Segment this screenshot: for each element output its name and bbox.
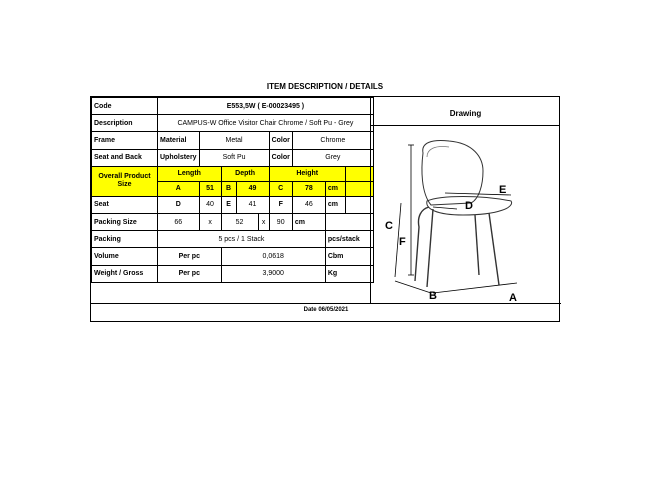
packing-times-1: x <box>199 213 221 230</box>
length-header: Length <box>158 166 222 181</box>
dim-a-label: A <box>158 181 200 196</box>
spec-table <box>91 97 374 283</box>
dim-c-label: C <box>269 181 292 196</box>
date-divider <box>91 303 561 304</box>
dim-f-value: 46 <box>292 196 325 213</box>
overall-unit: cm <box>325 181 345 196</box>
dim-b-line <box>395 281 431 293</box>
weight-per: Per pc <box>158 265 222 282</box>
packing-size-unit: cm <box>292 213 325 230</box>
frame-row <box>92 132 374 149</box>
description-label: Description <box>92 115 158 132</box>
packing-length: 66 <box>158 213 200 230</box>
packing-label: Packing <box>92 231 158 248</box>
frame-material: Metal <box>199 132 269 149</box>
packing-unit: pcs/stack <box>325 231 373 248</box>
code-value: E553,5W ( E-00023495 ) <box>158 98 374 115</box>
dim-d-line <box>433 207 457 209</box>
depth-header: Depth <box>221 166 269 181</box>
dim-d-value: 40 <box>199 196 221 213</box>
drawing-panel <box>370 97 560 303</box>
weight-value: 3,9000 <box>221 265 325 282</box>
packing-height: 90 <box>269 213 292 230</box>
upholstery-label: Upholstery <box>158 149 200 166</box>
overall-header-row <box>92 166 374 181</box>
frame-material-label: Material <box>158 132 200 149</box>
frame-color: Chrome <box>292 132 373 149</box>
packing-size-blank <box>325 213 373 230</box>
chair-back-shell <box>422 141 483 206</box>
dim-d-label: D <box>158 196 200 213</box>
seat-label: Seat <box>92 196 158 213</box>
seat-unit: cm <box>325 196 345 213</box>
label-d: D <box>465 200 473 212</box>
frame-label: Frame <box>92 132 158 149</box>
document-title: ITEM DESCRIPTION / DETAILS <box>266 82 384 91</box>
seat-back-row <box>92 149 374 166</box>
upholstery-value: Soft Pu <box>199 149 269 166</box>
seat-color: Grey <box>292 149 373 166</box>
volume-label: Volume <box>92 248 158 265</box>
chair-frame <box>415 207 429 281</box>
label-a: A <box>509 292 517 303</box>
chair-drawing <box>371 97 560 303</box>
packing-size-label: Packing Size <box>92 213 158 230</box>
packing-width: 52 <box>221 213 258 230</box>
dim-b-label: B <box>221 181 236 196</box>
weight-row <box>92 265 374 282</box>
dim-a-value: 51 <box>199 181 221 196</box>
volume-row <box>92 248 374 265</box>
label-b: B <box>429 290 437 302</box>
dim-c-value: 78 <box>292 181 325 196</box>
dim-a-line <box>433 283 517 293</box>
dim-f-label: F <box>269 196 292 213</box>
description-value: CAMPUS-W Office Visitor Chair Chrome / Soft Pu - Grey <box>158 115 374 132</box>
volume-per: Per pc <box>158 248 222 265</box>
overall-size-label: Overall Product Size <box>92 166 158 196</box>
packing-size-row <box>92 213 374 230</box>
chair-back-inner <box>427 146 449 157</box>
packing-times-2: x <box>258 213 269 230</box>
date-text: Date 06/05/2021 <box>303 307 349 313</box>
label-c: C <box>385 220 393 232</box>
label-e: E <box>499 184 507 196</box>
height-header: Height <box>269 166 345 181</box>
frame-color-label: Color <box>269 132 292 149</box>
dim-e-label: E <box>221 196 236 213</box>
packing-row <box>92 231 374 248</box>
spec-sheet <box>90 96 560 322</box>
weight-label: Weight / Gross <box>92 265 158 282</box>
code-label: Code <box>92 98 158 115</box>
description-row <box>92 115 374 132</box>
dim-b-value: 49 <box>236 181 269 196</box>
drawing-title: Drawing <box>449 109 482 118</box>
label-f: F <box>399 236 406 248</box>
dim-e-value: 41 <box>236 196 269 213</box>
code-row <box>92 98 374 115</box>
weight-unit: Kg <box>325 265 373 282</box>
volume-value: 0,0618 <box>221 248 325 265</box>
seat-color-label: Color <box>269 149 292 166</box>
seat-back-label: Seat and Back <box>92 149 158 166</box>
seat-row <box>92 196 374 213</box>
volume-unit: Cbm <box>325 248 373 265</box>
packing-value: 5 pcs / 1 Stack <box>158 231 326 248</box>
